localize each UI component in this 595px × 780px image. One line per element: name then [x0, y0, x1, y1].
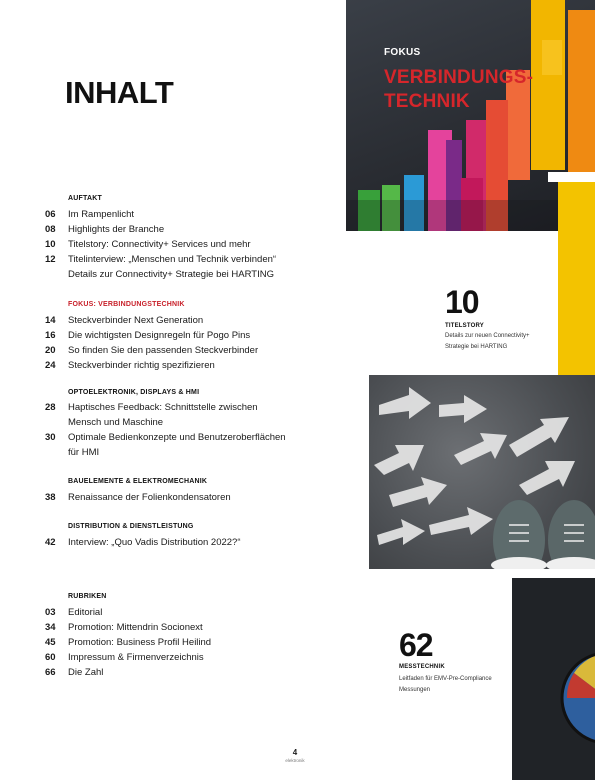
toc-page: 66 [45, 667, 56, 678]
toc-text: Haptisches Feedback: Schnittstelle zwischen [68, 402, 258, 413]
fokus-title-line2: TECHNIK [384, 91, 470, 112]
toc-text: Renaissance der Folienkondensatoren [68, 492, 231, 503]
toc-text: Steckverbinder richtig spezifizieren [68, 360, 215, 371]
section-heading-auftakt: AUFTAKT [68, 195, 102, 202]
section-heading-distribution: DISTRIBUTION & DIENSTLEISTUNG [68, 523, 194, 530]
teaser-titelstory[interactable] [445, 284, 530, 353]
teaser-text: Strategie bei HARTING [445, 344, 508, 350]
teaser-messtechnik[interactable] [399, 627, 492, 696]
yellow-accent-bar [558, 182, 595, 390]
toc-text: Promotion: Mittendrin Socionext [68, 622, 203, 633]
toc-page: 42 [45, 537, 56, 548]
measurement-image [512, 578, 595, 780]
toc-page: 34 [45, 622, 56, 633]
toc-text: Titelinterview: „Menschen und Technik verbinden“ [68, 254, 277, 265]
toc-page: 06 [45, 209, 56, 220]
toc-page: 24 [45, 360, 56, 371]
toc-page: 30 [45, 432, 56, 443]
toc-text: Impressum & Firmenverzeichnis [68, 652, 204, 663]
toc-text: Optimale Bedienkonzepte und Benutzeroberflächen [68, 432, 286, 443]
toc-page: 12 [45, 254, 56, 265]
teaser-number: 10 [445, 284, 479, 320]
toc-text: Die wichtigsten Designregeln für Pogo Pins [68, 330, 251, 341]
toc-page: 28 [45, 402, 56, 413]
toc-page: 10 [45, 239, 56, 250]
arrows-graphic [369, 375, 595, 569]
page-number: 4 [292, 748, 298, 757]
toc-page: 45 [45, 637, 56, 648]
toc-text: Steckverbinder Next Generation [68, 315, 204, 326]
toc-page: 03 [45, 607, 56, 618]
fokus-title [384, 66, 533, 114]
teaser-label: TITELSTORY [445, 323, 485, 329]
section-heading-rubriken: RUBRIKEN [68, 593, 107, 600]
toc-page: 20 [45, 345, 56, 356]
toc-text: So finden Sie den passenden Steckverbinder [68, 345, 259, 356]
toc-page: 60 [45, 652, 56, 663]
teaser-text: Leitfaden für EMV-Pre-Compliance [399, 676, 492, 682]
toc-text: Promotion: Business Profil Heilind [68, 637, 212, 648]
toc-text: für HMI [68, 447, 100, 458]
toc-text: Titelstory: Connectivity+ Services und mehr [68, 239, 251, 250]
section-heading-bauelemente: BAUELEMENTE & ELEKTROMECHANIK [68, 478, 208, 485]
teaser-text: Messungen [399, 687, 431, 693]
teaser-label: MESSTECHNIK [399, 664, 445, 670]
section-heading-fokus: FOKUS: VERBINDUNGSTECHNIK [68, 301, 185, 308]
toc-text: Interview: „Quo Vadis Distribution 2022?“ [68, 537, 241, 548]
page-title: INHALT [65, 75, 174, 110]
divider [548, 172, 595, 182]
toc-page: 08 [45, 224, 56, 235]
road-arrows-image [369, 375, 595, 569]
toc-text: Highlights der Branche [68, 224, 165, 235]
footer-sub: elektronik [285, 758, 305, 763]
toc-page: 38 [45, 492, 56, 503]
section-heading-optoelektronik: OPTOELEKTRONIK, DISPLAYS & HMI [68, 389, 200, 396]
measurement-graphic [512, 578, 595, 780]
toc-text: Die Zahl [68, 667, 104, 678]
toc-text: Details zur Connectivity+ Strategie bei HARTING [68, 269, 275, 280]
toc-page: 16 [45, 330, 56, 341]
toc-text: Mensch und Maschine [68, 417, 164, 428]
fokus-kicker: FOKUS [384, 47, 421, 58]
toc-page: 14 [45, 315, 56, 326]
fokus-title-line1: VERBINDUNGS- [384, 67, 534, 88]
teaser-number: 62 [399, 627, 433, 663]
toc-text: Im Rampenlicht [68, 209, 134, 220]
toc-text: Editorial [68, 607, 103, 618]
teaser-text: Details zur neuen Connectivity+ [445, 333, 530, 339]
